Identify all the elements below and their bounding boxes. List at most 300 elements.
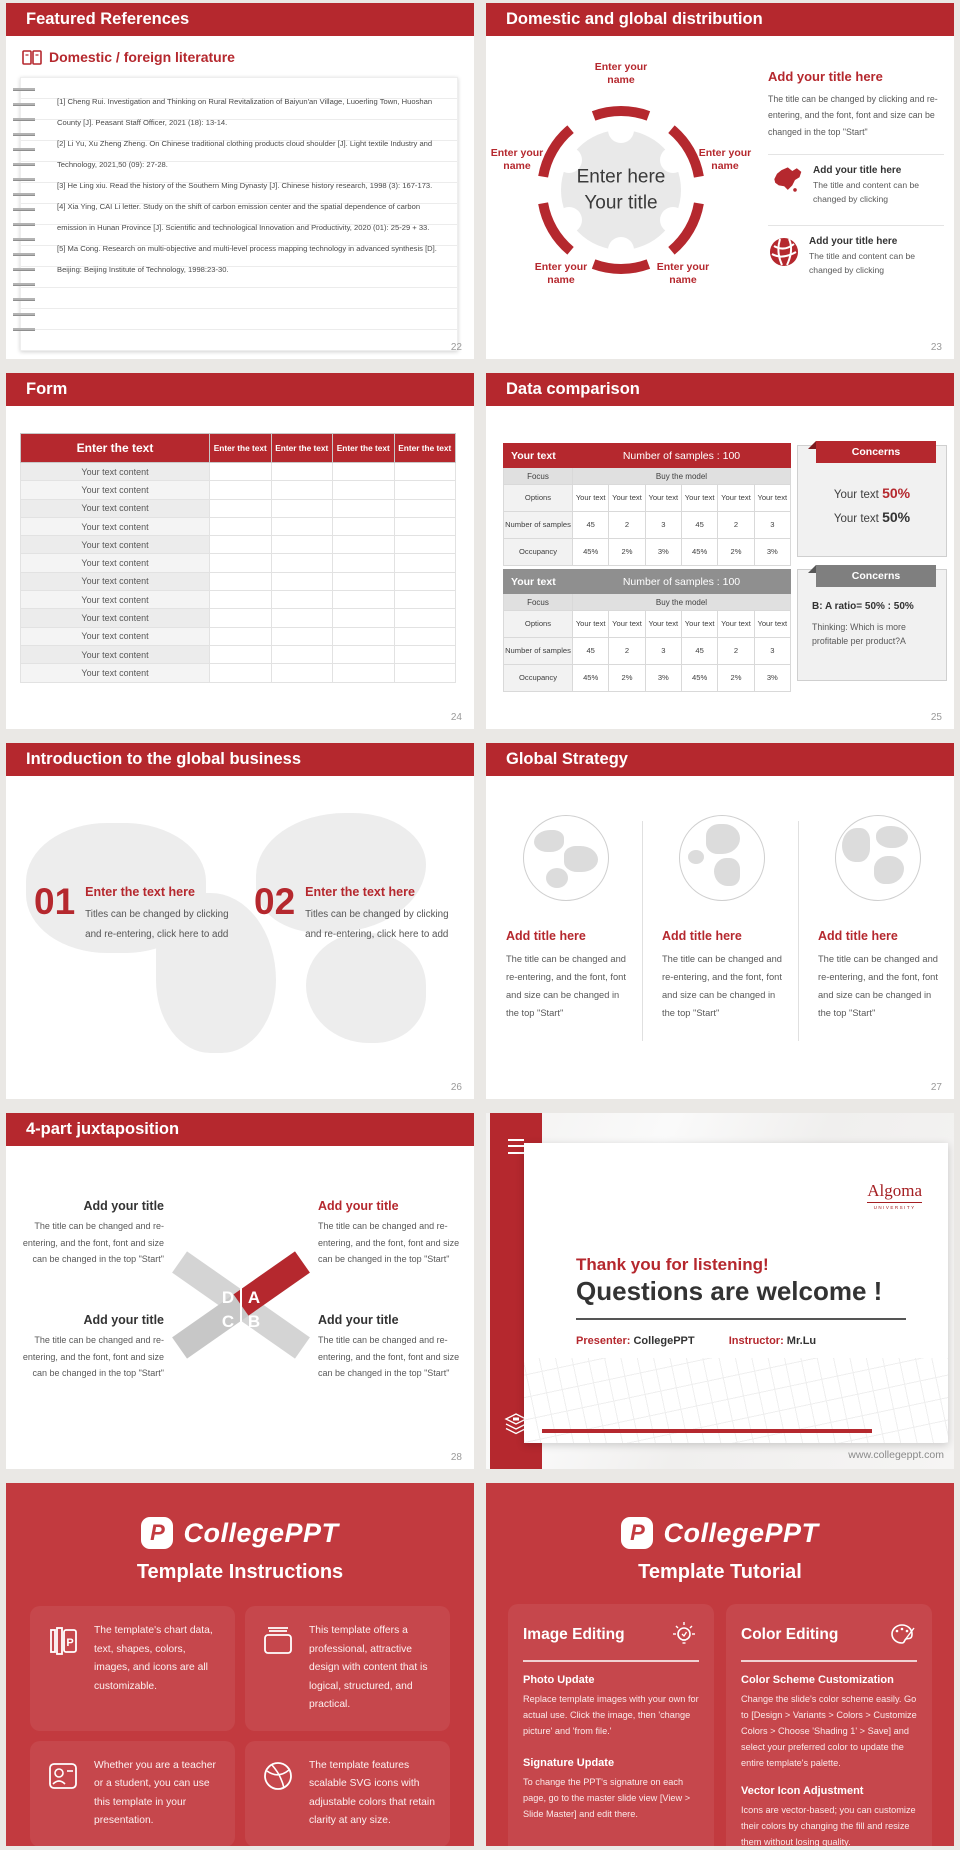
distribution-item-text — [813, 165, 944, 207]
briefcase-icon — [259, 1622, 297, 1715]
references-paper — [20, 77, 458, 351]
cell: Your text — [718, 611, 754, 638]
cell: 45 — [573, 512, 609, 539]
juxtaposition-item-d — [14, 1199, 164, 1268]
table-row — [21, 645, 456, 663]
gear-node-label: Enter your name — [534, 261, 588, 287]
tutorial-body: Icons are vector-based; you can customize their colors by changing the fill and resize them without losing quality. — [741, 1804, 916, 1848]
focus-value: Buy the model — [573, 468, 791, 485]
item-heading: Add your title — [83, 1313, 164, 1327]
strategy-column — [504, 815, 628, 1023]
strategy-column — [816, 815, 940, 1023]
brand-logo — [486, 1483, 954, 1549]
cell — [210, 627, 272, 645]
dribbble-icon — [259, 1757, 297, 1831]
tutorial-cards — [508, 1604, 932, 1850]
row-label: Options — [504, 611, 573, 638]
table-row — [21, 463, 456, 481]
globe-icon — [768, 236, 800, 268]
card-text: Whether you are a teacher or a student, you can use this template in your presentation. — [94, 1759, 216, 1827]
item-heading: Add your title — [318, 1199, 399, 1213]
column-heading: Add title here — [506, 929, 586, 943]
brand-name: CollegePPT — [663, 1517, 819, 1548]
concerns-title: Concerns — [851, 570, 901, 582]
cell — [394, 463, 456, 481]
row-label: Number of samples — [504, 638, 573, 665]
cell — [210, 499, 272, 517]
slide-title: Data comparison — [506, 380, 640, 398]
slide-title-bar — [486, 373, 954, 406]
gear-node-label: Enter your name — [656, 261, 710, 287]
row-label: Your text content — [21, 591, 210, 609]
table-name: Your text — [504, 570, 573, 594]
cell: Your text — [609, 611, 645, 638]
tutorial-subheading: Signature Update — [523, 1756, 615, 1769]
tutorial-body: Replace template images with your own for actual use. Click the image, then 'change picture' and 'from file.' — [523, 1693, 699, 1736]
tutorial-body: To change the PPT's signature on each page, go to the master slide view [View > Slide Master] and edit there. — [523, 1776, 691, 1819]
concerns-title: Concerns — [851, 446, 901, 458]
concern-line — [798, 509, 946, 525]
brand-logo — [6, 1483, 474, 1549]
concerns-ribbon — [816, 565, 936, 587]
cell — [271, 645, 333, 663]
panel-title: Template Instructions — [136, 1561, 344, 1583]
slide-title-bar — [486, 743, 954, 776]
row-label: Your text content — [21, 536, 210, 554]
cell — [394, 591, 456, 609]
focus-row — [504, 594, 791, 611]
cell: 45% — [681, 665, 717, 692]
cell: 45 — [573, 638, 609, 665]
cell — [210, 572, 272, 590]
column-header: Enter the text — [271, 434, 333, 463]
cell — [210, 664, 272, 682]
cell — [394, 554, 456, 572]
table-name: Your text — [504, 444, 573, 468]
right-body: The title can be changed by clicking and re-entering, and the font, font and size can be changed in the top "Start" — [768, 94, 938, 137]
gear-center-text — [577, 164, 666, 215]
cell — [210, 481, 272, 499]
table-row — [21, 664, 456, 682]
cell — [271, 627, 333, 645]
column-header: Enter the text — [333, 434, 395, 463]
row-label: Occupancy — [504, 665, 573, 692]
item-body: Titles can be changed by clicking and re-entering, click here to add — [305, 909, 449, 940]
slide-23-distribution — [486, 3, 954, 359]
cell — [271, 572, 333, 590]
presenter-value: CollegePPT — [633, 1335, 695, 1347]
gear-node-label: Enter your name — [698, 147, 752, 173]
cell — [333, 609, 395, 627]
slide-28-juxtaposition — [6, 1113, 474, 1469]
website-url: www.collegeppt.com — [848, 1449, 944, 1461]
cell: 2 — [609, 512, 645, 539]
algoma-logo-name: Algoma — [867, 1181, 922, 1203]
concern-label: Your text — [833, 513, 879, 525]
table-row — [21, 517, 456, 535]
slide-27-global-strategy — [486, 743, 954, 1099]
table-row — [21, 536, 456, 554]
cell — [394, 536, 456, 554]
card-text: This template offers a professional, attractive design with content that is logical, structured, and practical. — [309, 1625, 428, 1711]
page-number: 25 — [930, 712, 942, 723]
samples-row — [504, 512, 791, 539]
options-row — [504, 485, 791, 512]
column-body: The title can be changed and re-entering, and the font, font and size can be changed in the top "Start" — [818, 954, 938, 1019]
cell: 45% — [681, 539, 717, 566]
page-number: 27 — [930, 1082, 942, 1093]
tutorial-card-image-editing — [508, 1604, 714, 1850]
slide-title: Domestic and global distribution — [506, 10, 763, 28]
cell: 45% — [573, 665, 609, 692]
table-header-row — [504, 444, 791, 468]
row-label: Your text content — [21, 645, 210, 663]
cell — [394, 664, 456, 682]
concerns-box-2 — [797, 569, 947, 681]
samples-header: Number of samples : 100 — [573, 444, 791, 468]
cell — [210, 645, 272, 663]
item-body: Titles can be changed by clicking and re-entering, click here to add — [85, 909, 229, 940]
column-header: Enter the text — [21, 434, 210, 463]
cell — [271, 536, 333, 554]
cell: Your text — [754, 611, 790, 638]
slide-title: Form — [26, 380, 68, 398]
slide-title: Featured References — [26, 10, 190, 28]
red-accent-bar — [542, 1429, 872, 1433]
card-text: The template's chart data, text, shapes, colors, images, and icons are all customizable. — [94, 1625, 213, 1692]
cell — [210, 536, 272, 554]
numbered-item-02 — [254, 883, 464, 944]
cell — [271, 517, 333, 535]
concern-value: 50% — [882, 509, 911, 525]
cell — [394, 517, 456, 535]
cell — [271, 463, 333, 481]
strategy-column — [660, 815, 784, 1023]
table-row — [21, 572, 456, 590]
cell — [271, 499, 333, 517]
cell: Your text — [645, 485, 681, 512]
cell: 3 — [645, 638, 681, 665]
cell — [210, 517, 272, 535]
thinking-text: Thinking: Which is more profitable per product?A — [812, 622, 906, 647]
column-divider — [798, 821, 799, 1041]
algoma-logo-subtitle: UNIVERSITY — [873, 1205, 916, 1210]
slide-title-bar — [6, 3, 474, 36]
item-body: The title can be changed and re-entering, and the font, font and size can be changed in the top "Start" — [22, 1221, 164, 1265]
item-body: The title can be changed and re-entering, and the font, font and size can be changed in the top "Start" — [22, 1335, 164, 1379]
card-text: The template features scalable SVG icons with adjustable colors that retain clarity at any size. — [309, 1759, 435, 1827]
cell: Your text — [754, 485, 790, 512]
item-body: The title can be changed and re-entering, and the font, font and size can be changed in the top "Start" — [318, 1335, 460, 1379]
cell — [333, 517, 395, 535]
options-row — [504, 611, 791, 638]
pages-icon — [44, 1622, 82, 1715]
focus-value: Buy the model — [573, 594, 791, 611]
item-text — [85, 883, 244, 944]
occupancy-row — [504, 539, 791, 566]
column-body: The title can be changed and re-entering, and the font, font and size can be changed in the top "Start" — [662, 954, 782, 1019]
focus-row — [504, 468, 791, 485]
slide-title-bar — [6, 1113, 474, 1146]
tutorial-heading: Color Editing — [741, 1626, 839, 1643]
table-header-row — [504, 570, 791, 594]
slide-closing-thank-you — [486, 1113, 954, 1469]
slide-title-bar — [6, 373, 474, 406]
cell: 3% — [754, 665, 790, 692]
gear-node-label: Enter your name — [490, 147, 544, 173]
item-heading: Enter the text here — [305, 885, 415, 899]
numbered-item-01 — [34, 883, 244, 944]
cell — [333, 664, 395, 682]
row-label: Your text content — [21, 664, 210, 682]
presenter-row — [576, 1335, 816, 1347]
tutorial-body: Change the slide's color scheme easily. Go to [Design > Variants > Colors > Customize Colors > Choose 'Shading 1' > Save] and select your preferred color to update the entire template's palette. — [741, 1693, 917, 1768]
cell: 2% — [609, 539, 645, 566]
column-header: Enter the text — [394, 434, 456, 463]
cell — [333, 554, 395, 572]
page-number: 24 — [450, 712, 462, 723]
slide-24-form — [6, 373, 474, 729]
table-row — [21, 481, 456, 499]
cell — [333, 572, 395, 590]
panel-title: Template Tutorial — [638, 1561, 802, 1583]
cell — [333, 627, 395, 645]
row-label: Options — [504, 485, 573, 512]
gear-center-line2: Your title — [584, 192, 658, 213]
column-header: Enter the text — [210, 434, 272, 463]
item-number: 02 — [254, 881, 296, 922]
cell: 3 — [754, 638, 790, 665]
globe-graphic — [679, 815, 765, 901]
cell: 2 — [718, 512, 754, 539]
row-label: Your text content — [21, 463, 210, 481]
bulb-icon — [669, 1620, 699, 1650]
instruction-card — [245, 1606, 450, 1731]
cell — [271, 554, 333, 572]
table-row — [21, 609, 456, 627]
reference-list — [57, 91, 443, 280]
row-label: Occupancy — [504, 539, 573, 566]
questions-heading: Questions are welcome ! — [576, 1276, 883, 1306]
cell — [333, 645, 395, 663]
section-heading — [22, 49, 235, 65]
template-instructions-panel — [6, 1483, 474, 1846]
item-heading: Add your title here — [809, 236, 898, 248]
concern-value: 50% — [882, 485, 911, 501]
tutorial-card-color-editing — [726, 1604, 932, 1850]
table-row — [21, 499, 456, 517]
slide-22-featured-references — [6, 3, 474, 359]
distribution-item — [768, 154, 944, 216]
cell — [271, 609, 333, 627]
row-label: Your text content — [21, 609, 210, 627]
cell: Your text — [718, 485, 754, 512]
cell: 3% — [645, 665, 681, 692]
item-text — [305, 883, 464, 944]
divider — [523, 1660, 699, 1662]
cell: 2 — [718, 638, 754, 665]
table-row — [21, 554, 456, 572]
focus-label: Focus — [504, 594, 573, 611]
presenter-label: Presenter: — [576, 1335, 631, 1347]
row-label: Your text content — [21, 627, 210, 645]
slide-title-bar — [486, 3, 954, 36]
tutorial-card-header — [741, 1620, 917, 1650]
cell — [210, 609, 272, 627]
cell — [271, 664, 333, 682]
reference-item: [5] Ma Cong. Research on multi-objective and multi-level process mapping technology in advanced synthesis [D]. Beijing: Beijing Institute of Technology, 1998:23-30. — [57, 244, 437, 274]
juxtaposition-item-b — [318, 1313, 468, 1382]
instruction-cards — [30, 1606, 450, 1847]
cell — [333, 463, 395, 481]
gear-diagram — [490, 61, 752, 315]
concern-line — [798, 485, 946, 501]
cell: Your text — [609, 485, 645, 512]
palette-icon — [887, 1620, 917, 1650]
cell — [394, 645, 456, 663]
cell — [210, 554, 272, 572]
cell — [271, 591, 333, 609]
item-heading: Add your title — [318, 1313, 399, 1327]
form-table — [20, 433, 456, 683]
reference-item: [3] He Ling xiu. Read the history of the Southern Ming Dynasty [J]. Chinese history research, 1998 (3): 167-173. — [57, 181, 433, 190]
item-body: The title can be changed and re-entering, and the font, font and size can be changed in the top "Start" — [318, 1221, 460, 1265]
column-body: The title can be changed and re-entering, and the font, font and size can be changed in the top "Start" — [506, 954, 626, 1019]
divider — [741, 1660, 917, 1662]
cell: 45 — [681, 638, 717, 665]
cell — [394, 627, 456, 645]
closing-card — [524, 1143, 948, 1443]
svg-text:P: P — [66, 1637, 74, 1649]
cell: 2 — [609, 638, 645, 665]
china-map-icon — [768, 165, 804, 195]
instruction-card — [245, 1741, 450, 1847]
cell — [210, 463, 272, 481]
world-map-background — [306, 933, 426, 1043]
table-row — [21, 627, 456, 645]
page-number: 28 — [450, 1452, 462, 1463]
row-label: Number of samples — [504, 512, 573, 539]
cell: 45% — [573, 539, 609, 566]
letter-d: D — [221, 1288, 235, 1307]
concern-label: Your text — [833, 489, 879, 501]
instruction-card — [30, 1606, 235, 1731]
instructor-value: Mr.Lu — [786, 1335, 817, 1347]
template-tutorial-panel — [486, 1483, 954, 1846]
cell: 2% — [718, 665, 754, 692]
cell — [333, 481, 395, 499]
samples-row — [504, 638, 791, 665]
cell: 3 — [754, 512, 790, 539]
brand-name: CollegePPT — [183, 1517, 339, 1548]
slide-25-data-comparison — [486, 373, 954, 729]
cell: Your text — [573, 611, 609, 638]
tutorial-subheading: Vector Icon Adjustment — [741, 1784, 864, 1797]
instruction-card — [30, 1741, 235, 1847]
tutorial-heading: Image Editing — [523, 1626, 625, 1643]
letter-b: B — [247, 1312, 261, 1331]
algoma-logo — [867, 1181, 922, 1210]
item-heading: Enter the text here — [85, 885, 195, 899]
cell — [333, 499, 395, 517]
page-number: 23 — [930, 342, 942, 353]
thanks-heading: Thank you for listening! — [576, 1255, 769, 1274]
gear-center-line1: Enter here — [576, 166, 666, 188]
slide-title: 4-part juxtaposition — [26, 1120, 180, 1138]
row-label: Your text content — [21, 481, 210, 499]
page-number: 22 — [450, 342, 462, 353]
item-heading: Add your title here — [813, 164, 902, 176]
collegeppt-logo-icon: P — [621, 1517, 653, 1549]
tutorial-subheading: Photo Update — [523, 1673, 595, 1686]
distribution-right-column — [768, 69, 944, 287]
page-number: 26 — [450, 1082, 462, 1093]
distribution-item-text — [809, 236, 944, 278]
cell: 2% — [609, 665, 645, 692]
focus-label: Focus — [504, 468, 573, 485]
form-header-row — [21, 434, 456, 463]
x-ribbon-graphic — [166, 1245, 316, 1365]
cell — [271, 481, 333, 499]
juxtaposition-item-a — [318, 1199, 468, 1268]
open-book-icon — [22, 50, 42, 65]
juxtaposition-item-c — [14, 1313, 164, 1382]
reference-item: [1] Cheng Rui. Investigation and Thinking on Rural Revitalization of Baiyun'an Village, Luoerling Town, Huoshan County [J]. Peasant Staff Officer, 2021 (18): 13-14. — [57, 97, 433, 127]
column-heading: Add title here — [662, 929, 742, 943]
concerns-box-1 — [797, 445, 947, 557]
cell: Your text — [681, 485, 717, 512]
column-divider — [642, 821, 643, 1041]
cell: Your text — [681, 611, 717, 638]
comparison-table-1 — [503, 443, 791, 566]
cell — [394, 572, 456, 590]
column-heading: Add title here — [818, 929, 898, 943]
cell — [394, 481, 456, 499]
concerns-ribbon — [816, 441, 936, 463]
tutorial-card-header — [523, 1620, 699, 1650]
slide-26-global-business — [6, 743, 474, 1099]
row-label: Your text content — [21, 554, 210, 572]
table-row — [21, 591, 456, 609]
item-number: 01 — [34, 881, 76, 922]
reference-item: [2] Li Yu, Xu Zheng Zheng. On Chinese traditional clothing products cloud shoulder [J]. Light textile Industry and Technology, 2021,50 (09): 27-28. — [57, 139, 433, 169]
reference-item: [4] Xia Ying, CAI Li letter. Study on the shift of carbon emission center and the spatial dependence of carbon emission in Hunan Province [J]. Scientific and technological Innovation and Productivity, 2020 (01): 25-29 + 33. — [57, 202, 430, 232]
comparison-table-2 — [503, 569, 791, 692]
cell — [394, 609, 456, 627]
gear-node-label: Enter your name — [594, 61, 648, 87]
cell: Your text — [645, 611, 681, 638]
menu-icon — [508, 1139, 524, 1154]
slide-title-bar — [6, 743, 474, 776]
occupancy-row — [504, 665, 791, 692]
globe-graphic — [835, 815, 921, 901]
divider-line — [576, 1318, 906, 1320]
samples-header: Number of samples : 100 — [573, 570, 791, 594]
distribution-item — [768, 225, 944, 287]
cell: 45 — [681, 512, 717, 539]
instructor-label: Instructor: — [728, 1335, 784, 1347]
cell — [333, 536, 395, 554]
cell: Your text — [573, 485, 609, 512]
tutorial-subheading: Color Scheme Customization — [741, 1673, 894, 1686]
cell — [210, 591, 272, 609]
ratio-text: B: A ratio= 50% : 50% — [812, 601, 914, 612]
cell: 2% — [718, 539, 754, 566]
item-body: The title and content can be changed by clicking — [809, 251, 916, 276]
item-body: The title and content can be changed by clicking — [813, 179, 920, 204]
cell: 3 — [645, 512, 681, 539]
id-card-icon — [44, 1757, 82, 1831]
